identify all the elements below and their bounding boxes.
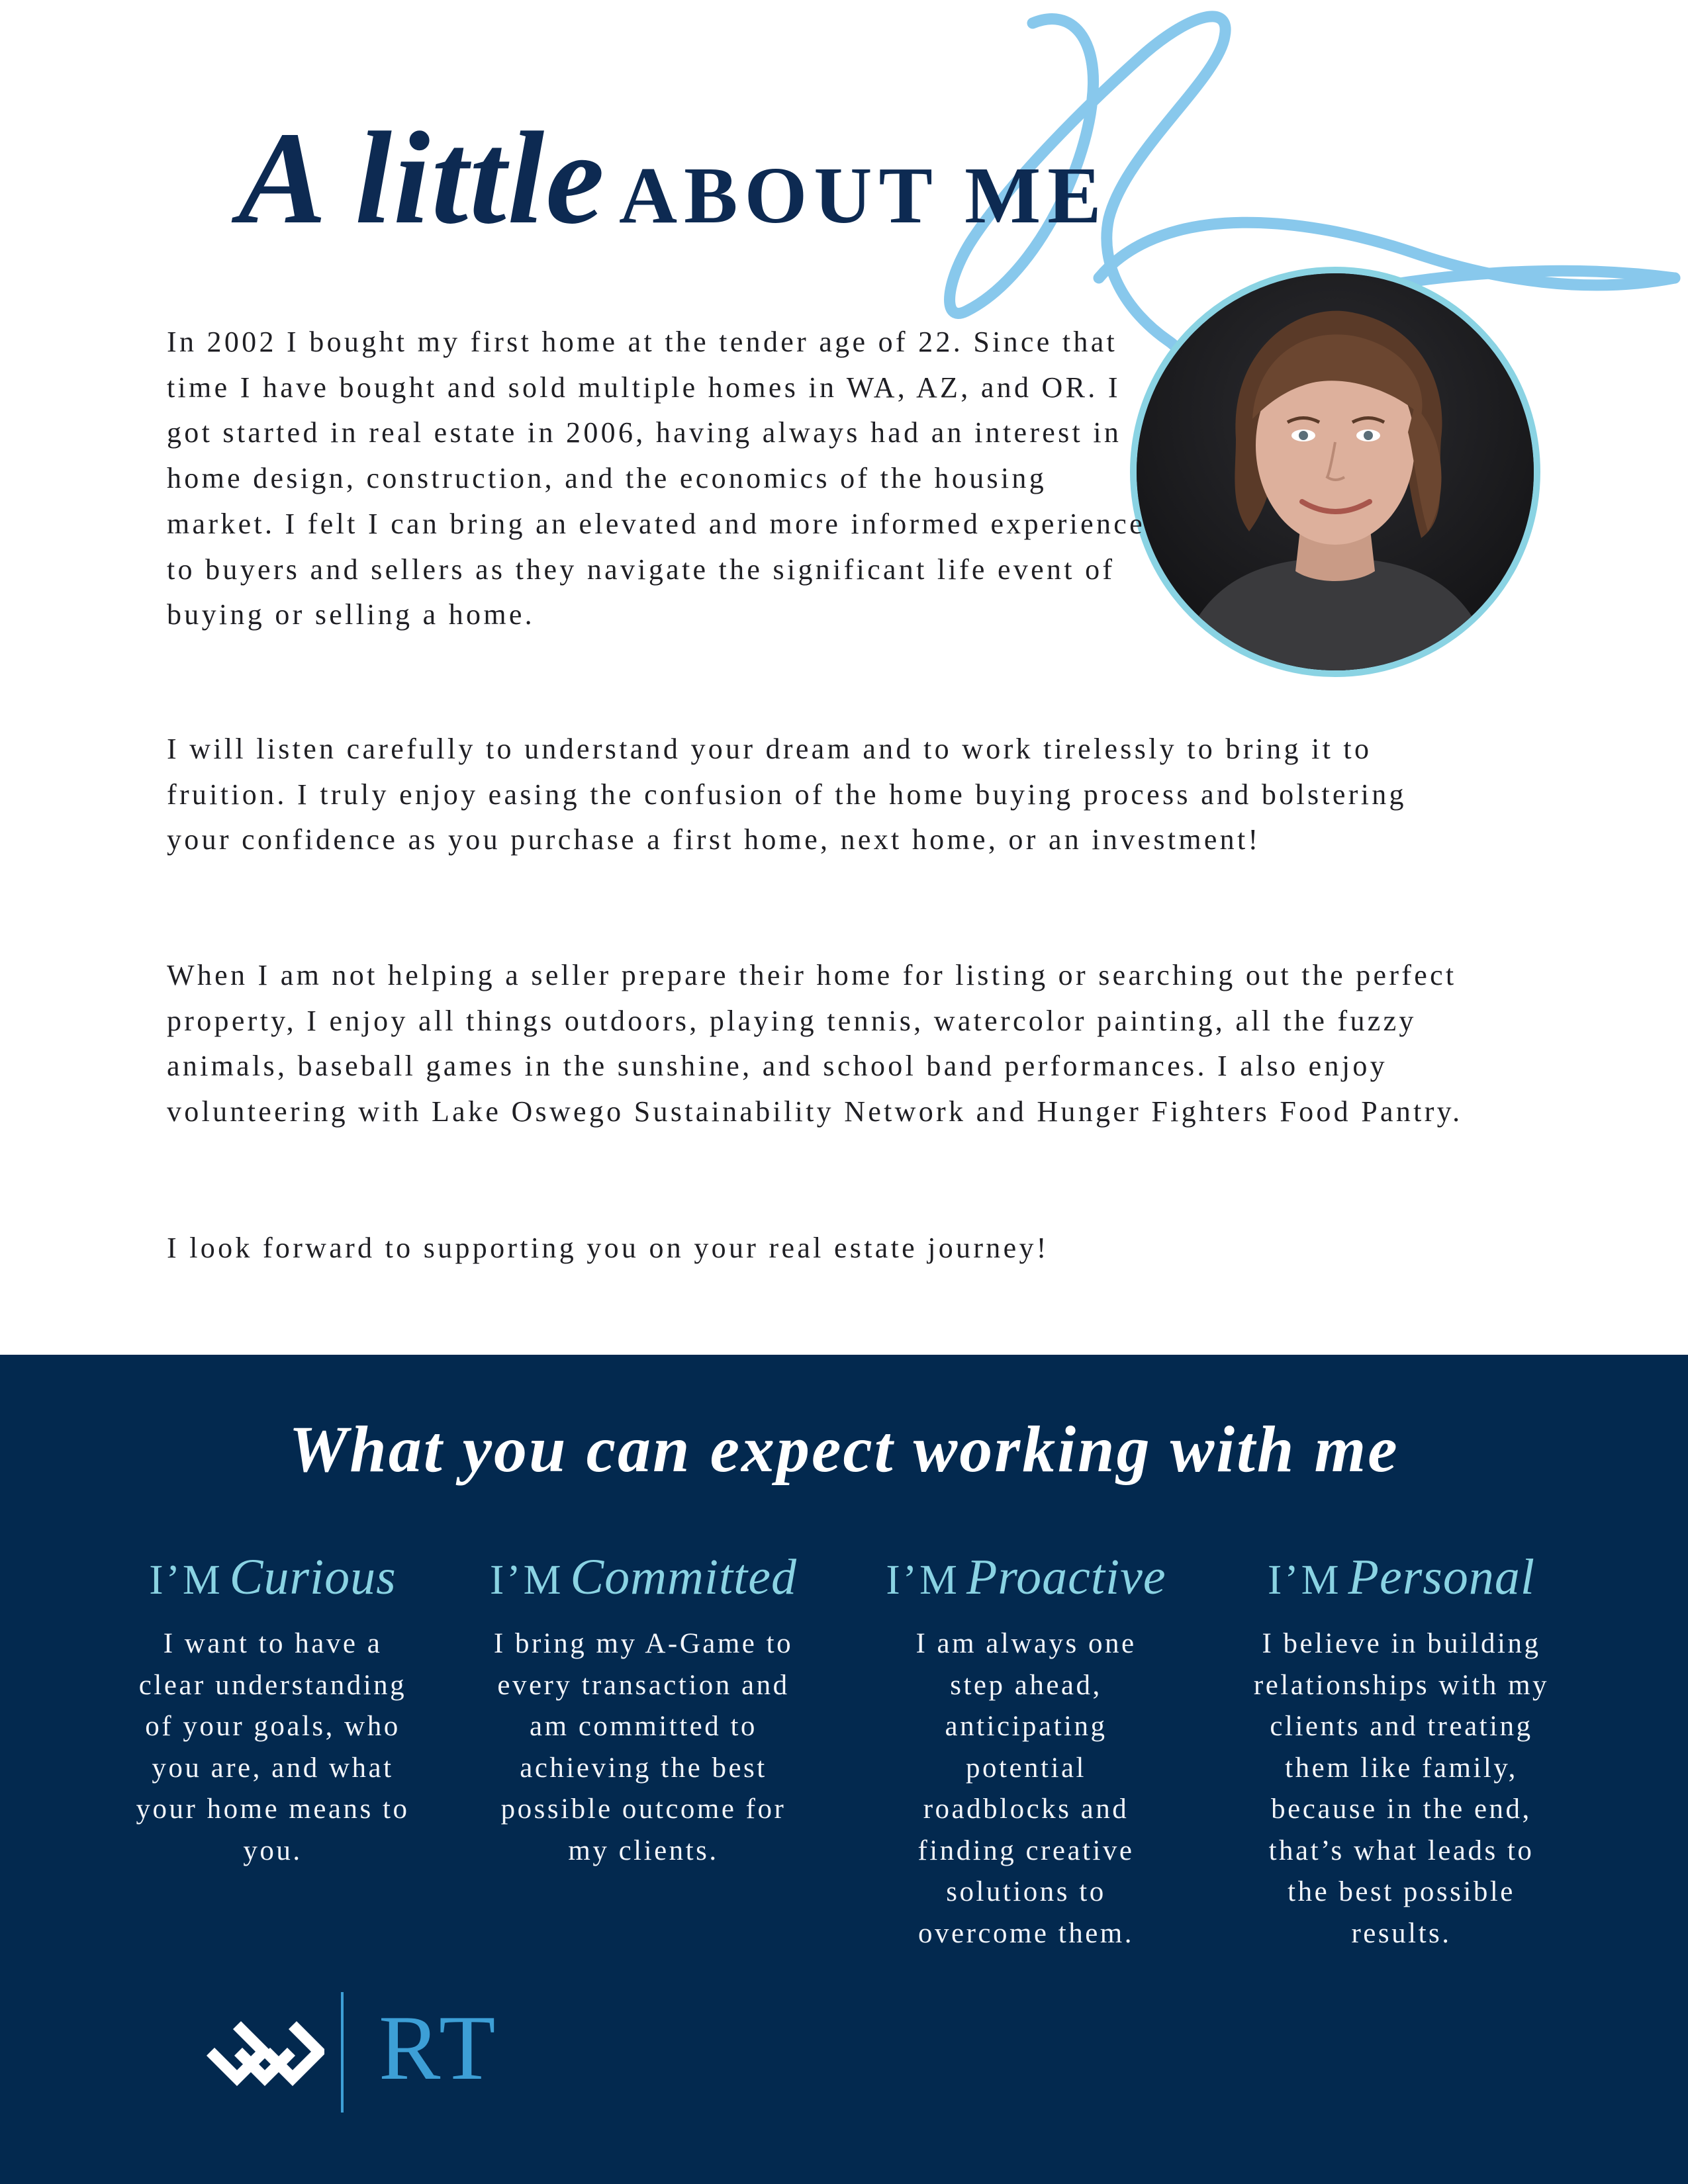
- about-paragraph-1: In 2002 I bought my first home at the tender age of 22. Since that time I have bought and sold multiple homes in WA, AZ, and OR. I got started in real estate in 2006, having always had an interest in home design, construction, and the economics of the housing market. I felt I can bring an elevated and more informed experience to buyers and sellers as they navigate the significant life event of buying or selling a home.: [167, 326, 1145, 631]
- expectations-title: What you can expect working with me: [289, 1412, 1399, 1486]
- windermere-w-icon: [205, 2015, 324, 2088]
- trait-heading: [827, 1549, 1225, 1605]
- trait-description: I bring my A-Game to every transaction and am committed to achieving the best possible outcome for my clients.: [493, 1628, 794, 1866]
- about-paragraph-4: I look forward to supporting you on your real estate journey!: [167, 1232, 1049, 1264]
- trait-heading: [74, 1549, 471, 1605]
- about-paragraph-3: When I am not helping a seller prepare their home for listing or searching out the perfect property, I enjoy all things outdoors, playing tennis, watercolor painting, all the fuzzy animals, baseball games in the sunshine, and school band performances. I also enjoy volunteering with Lake Oswego Sustainability Network and Hunger Fighters Food Pantry.: [167, 959, 1463, 1128]
- logo-text: RT: [379, 1997, 500, 2099]
- trait-column-curious: [74, 1549, 471, 1872]
- title-caps: ABOUT ME: [618, 151, 1108, 240]
- trait-name: Committed: [570, 1549, 798, 1605]
- trait-prefix: I’M: [886, 1556, 960, 1603]
- title-script: A little: [238, 105, 606, 251]
- portrait-illustration-icon: [1137, 273, 1534, 670]
- trait-column-personal: [1203, 1549, 1600, 1954]
- trait-heading: [445, 1549, 842, 1605]
- trait-prefix: I’M: [489, 1556, 564, 1603]
- trait-name: Proactive: [966, 1549, 1166, 1605]
- brand-logo: [205, 1989, 523, 2115]
- trait-name: Personal: [1348, 1549, 1535, 1605]
- trait-column-committed: [445, 1549, 842, 1872]
- trait-description: I am always one step ahead, anticipating potential roadblocks and finding creative solutions to overcome them.: [915, 1628, 1137, 1949]
- trait-prefix: I’M: [1268, 1556, 1342, 1603]
- page-title: [238, 105, 1108, 251]
- trait-heading: [1203, 1549, 1600, 1605]
- trait-description: I believe in building relationships with my clients and treating them like family, because in the end, that’s what leads to the best possible results.: [1253, 1628, 1550, 1949]
- trait-prefix: I’M: [149, 1556, 223, 1603]
- portrait-photo: [1130, 267, 1540, 677]
- trait-description: I want to have a clear understanding of your goals, who you are, and what your home means to you.: [136, 1628, 410, 1866]
- about-paragraph-2: I will listen carefully to understand your dream and to work tirelessly to bring it to fruition. I truly enjoy easing the confusion of the home buying process and bolstering your confidence as you purchase a first home, next home, or an investment!: [167, 733, 1407, 856]
- trait-name: Curious: [229, 1549, 397, 1605]
- trait-column-proactive: [827, 1549, 1225, 1954]
- logo-divider: [341, 1992, 344, 2113]
